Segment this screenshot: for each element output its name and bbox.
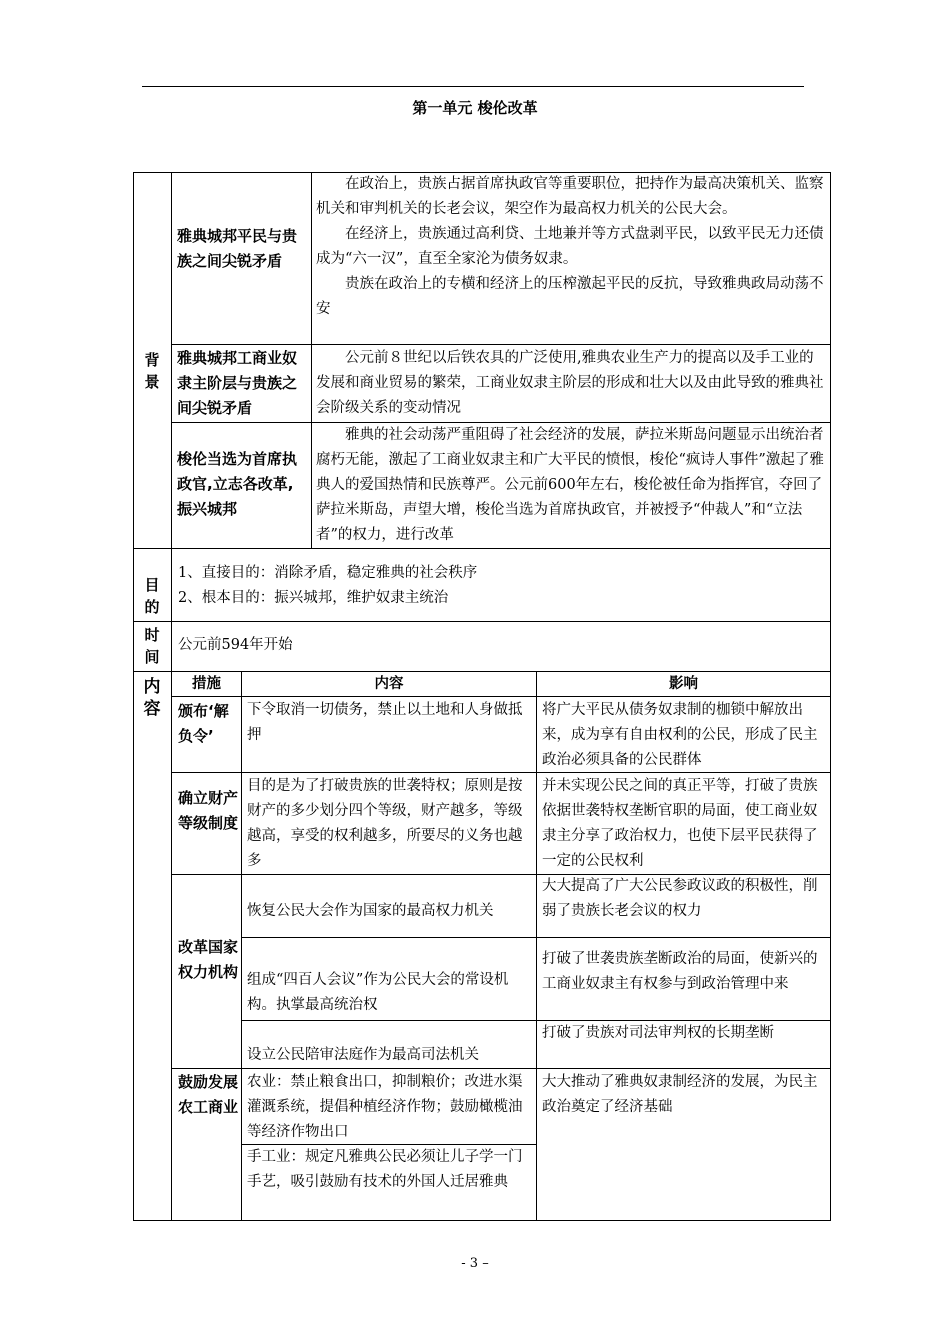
column-header-impact: 影响 <box>669 676 698 692</box>
content-cell: 组成“四百人会议”作为公民大会的常设机构。执掌最高统治权 <box>247 972 509 1013</box>
content-cell: 目的是为了打破贵族的世袭特权；原则是按财产的多少划分四个等级，财产越多，等级越高，享受的权利越多，所要尽的义务也越多 <box>247 778 523 869</box>
measure-cell: 改革国家权力机构 <box>178 938 238 981</box>
column-header-measure: 措施 <box>192 676 221 692</box>
measure-cell: 确立财产等级制度 <box>178 789 238 832</box>
content-cell: 设立公民陪审法庭作为最高司法机关 <box>247 1047 479 1063</box>
background-heading: 雅典城邦工商业奴隶主阶层与贵族之间尖锐矛盾 <box>177 349 298 417</box>
page-number: - 3 – <box>461 1256 489 1271</box>
time-text: 公元前594年开始 <box>178 637 293 653</box>
content-cell: 下令取消一切债务，禁止以土地和人身做抵押 <box>247 702 523 743</box>
impact-cell: 打破了世袭贵族垄断政治的局面，使新兴的工商业奴隶主有权参与到政治管理中来 <box>542 951 818 992</box>
background-text: 在政治上，贵族占据首席执政官等重要职位，把持作为最高决策机关、监察机关和审判机关的长老会议，架空作为最高权力机关的公民大会。 在经济上，贵族通过高利贷、土地兼并等方式盘剥平民，以致平民无力还债成为“六一汉”，直至全家沦为债务奴隶。 贵族在政治上的专横和经济上的压榨激起平民的反抗，导致雅典政局动荡不安 <box>316 176 824 317</box>
page-title: 第一单元 梭伦改革 <box>412 99 538 117</box>
impact-cell: 并未实现公民之间的真正平等，打破了贵族依据世袭特权垄断官职的局面，使工商业奴隶主分享了政治权力，也使下层平民获得了一定的公民权利 <box>542 778 818 869</box>
content-label: 内容 <box>143 677 161 719</box>
measure-cell: 鼓励发展农工商业 <box>178 1073 238 1116</box>
time-label: 时间 <box>144 626 160 666</box>
content-cell: 农业：禁止粮食出口，抑制粮价；改进水渠灌溉系统，提倡种植经济作物；鼓励橄榄油等经济作物出口 <box>247 1074 523 1140</box>
background-text: 雅典的社会动荡严重阻碍了社会经济的发展，萨拉米斯岛问题显示出统治者腐朽无能，激起了工商业奴隶主和广大平民的愤恨，梭伦“疯诗人事件”激起了雅典人的爱国热情和民族尊严。公元前600年左右，梭伦被任命为指挥官，夺回了萨拉米斯岛，声望大增，梭伦当选为首席执政官，并被授予“仲裁人”和“立法者”的权力，进行改革 <box>316 427 824 543</box>
content-cell: 恢复公民大会作为国家的最高权力机关 <box>247 903 494 919</box>
impact-cell: 大大推动了雅典奴隶制经济的发展，为民主政治奠定了经济基础 <box>542 1074 818 1115</box>
impact-cell: 打破了贵族对司法审判权的长期垄断 <box>542 1025 774 1041</box>
header-rule <box>142 86 804 87</box>
impact-cell: 将广大平民从债务奴隶制的枷锁中解放出来，成为享有自由权利的公民，形成了民主政治必须具备的公民群体 <box>542 702 818 768</box>
background-heading: 雅典城邦平民与贵族之间尖锐矛盾 <box>177 227 298 270</box>
content-cell: 手工业：规定凡雅典公民必须让儿子学一门手艺，吸引鼓励有技术的外国人迁居雅典 <box>247 1149 523 1190</box>
purpose-text: 1、直接目的：消除矛盾，稳定雅典的社会秩序 2、根本目的：振兴城邦，维护奴隶主统治 <box>178 565 478 606</box>
impact-cell: 大大提高了广大公民参政议政的积极性，削弱了贵族长老会议的权力 <box>542 878 818 919</box>
measure-cell: 颁布‘解负令’ <box>178 702 229 745</box>
background-label: 背景 <box>144 351 160 391</box>
purpose-label: 目的 <box>144 576 160 616</box>
column-header-content: 内容 <box>374 676 404 692</box>
background-text: 公元前８世纪以后铁农具的广泛使用,雅典农业生产力的提高以及手工业的发展和商业贸易的繁荣，工商业奴隶主阶层的形成和壮大以及由此导致的雅典社会阶级关系的变动情况 <box>316 350 824 416</box>
background-heading: 梭伦当选为首席执政官,立志各改革,振兴城邦 <box>177 450 298 518</box>
